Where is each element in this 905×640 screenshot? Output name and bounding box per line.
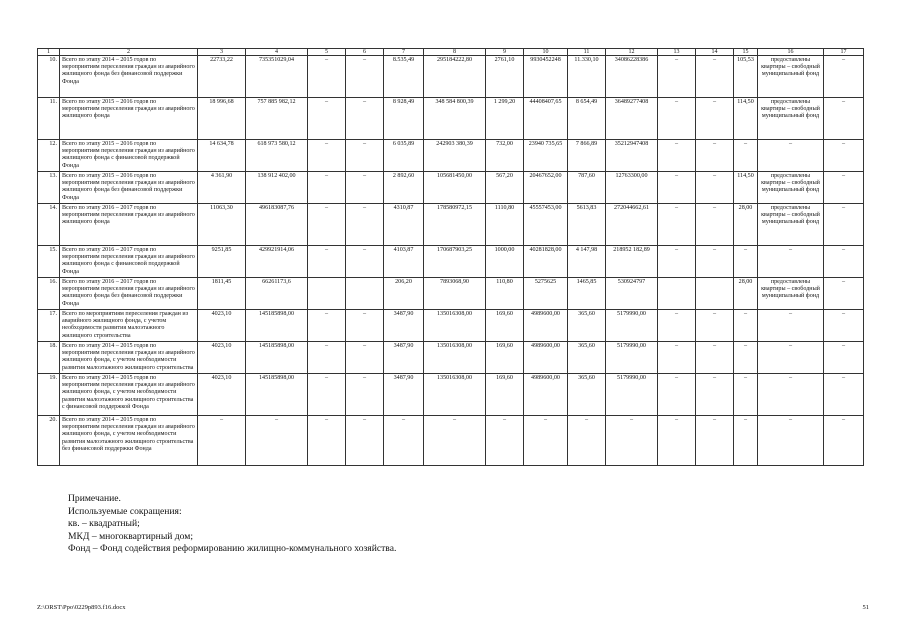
table-row [38, 172, 864, 204]
description-cell: Всего по этапу 2014 – 2015 годов по мероприятиям переселения граждан из аварийного жилищного фонда, с учетом необходимости развития малоэтажного жилищного строительства с финансовой поддержкой Фонда [60, 374, 198, 416]
table-cell: 138 912 402,00 [246, 172, 308, 204]
table-cell: 9251,85 [198, 246, 246, 278]
column-header: 15 [734, 49, 758, 56]
table-cell: – [758, 140, 824, 172]
notes-line: кв. – квадратный; [68, 518, 140, 530]
table-cell: 732,00 [486, 140, 524, 172]
row-number-cell: 16. [38, 278, 60, 310]
table-cell: – [696, 246, 734, 278]
column-header: 2 [60, 49, 198, 56]
table-cell: 135016308,00 [424, 310, 486, 342]
table-cell: – [524, 416, 568, 466]
notes-subtitle: Используемые сокращения: [68, 505, 182, 517]
table-cell: 206,20 [384, 278, 424, 310]
table-cell: 3487,90 [384, 310, 424, 342]
table-cell: – [658, 172, 696, 204]
table-cell: 22733,22 [198, 56, 246, 98]
table-cell: – [658, 204, 696, 246]
table-cell: 11063,30 [198, 204, 246, 246]
table-cell: – [308, 374, 346, 416]
table-cell: – [696, 56, 734, 98]
table-cell: – [308, 204, 346, 246]
table-row [38, 278, 864, 310]
row-number-cell: 12. [38, 140, 60, 172]
table-cell [658, 278, 696, 310]
table-cell: 4989600,00 [524, 310, 568, 342]
data-table [37, 48, 864, 466]
table-cell: 169,60 [486, 374, 524, 416]
column-header: 16 [758, 49, 824, 56]
table-row [38, 56, 864, 98]
table-row [38, 204, 864, 246]
table-cell: – [308, 56, 346, 98]
table-cell: – [824, 278, 864, 310]
table-cell: 23940 735,65 [524, 140, 568, 172]
table-cell: 4989600,00 [524, 374, 568, 416]
table-cell: – [568, 416, 606, 466]
table-row [38, 98, 864, 140]
table-cell: – [758, 374, 824, 416]
table-cell: – [758, 310, 824, 342]
row-number-cell: 15. [38, 246, 60, 278]
table-cell: – [346, 172, 384, 204]
table-cell: – [384, 416, 424, 466]
table-cell: – [824, 204, 864, 246]
table-cell: 105,53 [734, 56, 758, 98]
column-header: 11 [568, 49, 606, 56]
table-cell: – [346, 204, 384, 246]
table-row [38, 140, 864, 172]
table-cell: – [308, 246, 346, 278]
description-cell: Всего по этапу 2015 – 2016 годов по мероприятиям переселения граждан из аварийного жилищного фонда без финансовой поддержки Фонда [60, 172, 198, 204]
column-header: 13 [658, 49, 696, 56]
table-cell: 567,20 [486, 172, 524, 204]
table-cell: – [308, 416, 346, 466]
table-cell: – [758, 416, 824, 466]
table-cell: – [658, 140, 696, 172]
table-cell: 8.535,49 [384, 56, 424, 98]
table-cell: – [346, 342, 384, 374]
table-row [38, 374, 864, 416]
table-cell: – [734, 140, 758, 172]
table-cell: 145185898,00 [246, 342, 308, 374]
description-cell: Всего по этапу 2014 – 2015 годов по мероприятиям переселения граждан из аварийного жилищного фонда, с учетом необходимости развития малоэтажного жилищного строительства [60, 342, 198, 374]
table-cell: 365,60 [568, 310, 606, 342]
table-cell: 12763300,00 [606, 172, 658, 204]
column-header: 17 [824, 49, 864, 56]
table-cell: 44408407,65 [524, 98, 568, 140]
table-cell: 295184222,80 [424, 56, 486, 98]
table-cell: – [658, 310, 696, 342]
table-cell: 787,60 [568, 172, 606, 204]
table-cell: – [308, 310, 346, 342]
table-cell: – [346, 56, 384, 98]
table-cell: – [696, 416, 734, 466]
table-cell: – [824, 140, 864, 172]
table-cell: – [734, 342, 758, 374]
description-cell: Всего по этапу 2015 – 2016 годов по мероприятиям переселения граждан из аварийного жилищного фонда с финансовой поддержкой Фонда [60, 140, 198, 172]
table-cell: – [824, 416, 864, 466]
table-cell: – [346, 416, 384, 466]
table-cell: – [824, 56, 864, 98]
table-cell: 8 654,49 [568, 98, 606, 140]
table-cell: 4 361,90 [198, 172, 246, 204]
column-header: 10 [524, 49, 568, 56]
file-path: Z:\ORST\Ppo\0229p893.f16.docx [37, 604, 126, 611]
row-number-cell: 19. [38, 374, 60, 416]
table-cell: 365,60 [568, 374, 606, 416]
table-cell: – [824, 374, 864, 416]
table-cell: – [308, 342, 346, 374]
table-cell: – [346, 310, 384, 342]
table-cell: 145185898,00 [246, 310, 308, 342]
table-cell: – [658, 246, 696, 278]
column-header: 14 [696, 49, 734, 56]
table-cell: – [734, 416, 758, 466]
table-cell: – [246, 416, 308, 466]
notes-line: МКД – многоквартирный дом; [68, 530, 194, 542]
table-cell: 735351029,04 [246, 56, 308, 98]
table-cell: 496183087,76 [246, 204, 308, 246]
table-cell: – [346, 98, 384, 140]
table-cell: 5613,83 [568, 204, 606, 246]
table-cell: 145185898,00 [246, 374, 308, 416]
table-cell: 218952 182,89 [606, 246, 658, 278]
table-cell: 11.330,10 [568, 56, 606, 98]
description-cell: Всего по этапу 2016 – 2017 годов по мероприятиям переселения граждан из аварийного жилищного фонда с финансовой поддержкой Фонда [60, 246, 198, 278]
table-cell: 66261173,6 [246, 278, 308, 310]
table-cell: 757 885 982,12 [246, 98, 308, 140]
description-cell: Всего по этапу 2014 – 2015 годов по мероприятиям переселения граждан из аварийного жилищного фонда, с учетом необходимости развития малоэтажного жилищного строительства без финансовой поддержки Фонда [60, 416, 198, 466]
table-cell: 36489277408 [606, 98, 658, 140]
row-number-cell: 18. [38, 342, 60, 374]
table-cell: 1000,00 [486, 246, 524, 278]
table-cell: – [734, 246, 758, 278]
table-cell: – [424, 416, 486, 466]
table-cell: 178580972,15 [424, 204, 486, 246]
table-cell: 135016308,00 [424, 342, 486, 374]
table-row [38, 416, 864, 466]
table-cell: 4310,87 [384, 204, 424, 246]
table-cell: 4023,10 [198, 342, 246, 374]
description-cell: Всего по этапу 2016 – 2017 годов по мероприятиям переселения граждан из аварийного жилищного фонда [60, 204, 198, 246]
column-header: 4 [246, 49, 308, 56]
table-cell: 110,80 [486, 278, 524, 310]
table-cell: 8 928,49 [384, 98, 424, 140]
column-header: 8 [424, 49, 486, 56]
table-cell: – [486, 416, 524, 466]
table-cell: – [346, 374, 384, 416]
table-cell [308, 278, 346, 310]
column-header: 3 [198, 49, 246, 56]
table-cell: 1811,45 [198, 278, 246, 310]
table-cell: 5179990,00 [606, 310, 658, 342]
table-cell: 18 996,68 [198, 98, 246, 140]
table-cell: – [346, 246, 384, 278]
table-cell: – [824, 246, 864, 278]
table-cell: 5275625 [524, 278, 568, 310]
table-cell: 3487,90 [384, 342, 424, 374]
table-cell: предоставлены квартиры – свободный муниципальный фонд [758, 98, 824, 140]
column-header: 9 [486, 49, 524, 56]
table-cell: 7 866,89 [568, 140, 606, 172]
table-cell: – [198, 416, 246, 466]
table-cell: 9930452248 [524, 56, 568, 98]
table-cell: 4 147,98 [568, 246, 606, 278]
table-cell: 2761,10 [486, 56, 524, 98]
table-cell: 114,50 [734, 172, 758, 204]
table-cell: 4103,87 [384, 246, 424, 278]
table-cell: 28,00 [734, 204, 758, 246]
column-header: 5 [308, 49, 346, 56]
row-number-cell: 14. [38, 204, 60, 246]
table-header-row [38, 49, 864, 56]
table-cell: 114,50 [734, 98, 758, 140]
table-cell: 135016308,00 [424, 374, 486, 416]
table-cell: 20467652,00 [524, 172, 568, 204]
table-cell: 1 299,20 [486, 98, 524, 140]
table-cell: – [824, 342, 864, 374]
description-cell: Всего по этапу 2016 – 2017 годов по мероприятиям переселения граждан из аварийного жилищного фонда без финансовой поддержки Фонда [60, 278, 198, 310]
table-cell: – [758, 342, 824, 374]
table-cell: 348 584 800,39 [424, 98, 486, 140]
table-cell: 169,60 [486, 342, 524, 374]
row-number-cell: 11. [38, 98, 60, 140]
table-cell: – [308, 172, 346, 204]
table-cell [696, 278, 734, 310]
table-cell: 242903 380,39 [424, 140, 486, 172]
row-number-cell: 20. [38, 416, 60, 466]
table-cell: – [758, 246, 824, 278]
table-cell: 1465,85 [568, 278, 606, 310]
table-cell: 365,60 [568, 342, 606, 374]
description-cell: Всего по мероприятиям переселения граждан из аварийного жилищного фонда, с учетом необходимости развития малоэтажного жилищного строительства [60, 310, 198, 342]
row-number-cell: 10. [38, 56, 60, 98]
table-cell: 530924797 [606, 278, 658, 310]
table-cell: – [658, 416, 696, 466]
table-cell: 1110,80 [486, 204, 524, 246]
table-cell: 618 973 580,12 [246, 140, 308, 172]
table-cell: 5179990,00 [606, 374, 658, 416]
table-cell: – [696, 310, 734, 342]
table-cell: предоставлены квартиры – свободный муниципальный фонд [758, 204, 824, 246]
table-cell: – [734, 310, 758, 342]
table-cell: предоставлены квартиры – свободный муниципальный фонд [758, 278, 824, 310]
table-cell: – [658, 56, 696, 98]
column-header: 1 [38, 49, 60, 56]
row-number-cell: 13. [38, 172, 60, 204]
table-cell: предоставлены квартиры – свободный муниципальный фонд [758, 56, 824, 98]
table-cell: 34086228386 [606, 56, 658, 98]
table-cell: 45557453,00 [524, 204, 568, 246]
table-cell: 4989600,00 [524, 342, 568, 374]
description-cell: Всего по этапу 2014 – 2015 годов по мероприятиям переселения граждан из аварийного жилищного фонда без финансовой поддержки Фонда [60, 56, 198, 98]
notes-line: Фонд – Фонд содействия реформированию жилищно-коммунального хозяйства. [68, 543, 397, 555]
column-header: 12 [606, 49, 658, 56]
table-cell: – [824, 310, 864, 342]
table-cell: – [606, 416, 658, 466]
table-cell: – [308, 140, 346, 172]
table-cell: – [658, 374, 696, 416]
table-cell: 3487,90 [384, 374, 424, 416]
table-cell: – [696, 204, 734, 246]
table-cell: 14 634,78 [198, 140, 246, 172]
table-cell: – [346, 140, 384, 172]
table-cell: – [824, 98, 864, 140]
table-cell [346, 278, 384, 310]
column-header: 7 [384, 49, 424, 56]
table-cell: 28,00 [734, 278, 758, 310]
table-cell: – [824, 172, 864, 204]
notes-block [68, 493, 396, 556]
table-cell: – [696, 374, 734, 416]
table-cell: – [696, 98, 734, 140]
table-row [38, 246, 864, 278]
table-cell: 429921914,06 [246, 246, 308, 278]
table-cell: – [696, 342, 734, 374]
table-cell: 6 035,89 [384, 140, 424, 172]
table-cell: 272044662,61 [606, 204, 658, 246]
table-cell: 35212947408 [606, 140, 658, 172]
table-row [38, 342, 864, 374]
description-cell: Всего по этапу 2015 – 2016 годов по мероприятиям переселения граждан из аварийного жилищного фонда [60, 98, 198, 140]
table-row [38, 310, 864, 342]
table-cell: 169,60 [486, 310, 524, 342]
table-cell: 4023,10 [198, 310, 246, 342]
table-cell: 105681450,00 [424, 172, 486, 204]
page-number: 51 [862, 604, 869, 611]
table-cell: – [308, 98, 346, 140]
row-number-cell: 17. [38, 310, 60, 342]
table-cell: 2 892,60 [384, 172, 424, 204]
table-cell: – [696, 172, 734, 204]
table-cell: 7893068,90 [424, 278, 486, 310]
table-cell: предоставлены квартиры – свободный муниципальный фонд [758, 172, 824, 204]
table-cell: 4023,10 [198, 374, 246, 416]
table-cell: – [734, 374, 758, 416]
table-cell: – [658, 98, 696, 140]
table-cell: – [658, 342, 696, 374]
notes-title: Примечание. [68, 493, 121, 504]
table-cell: 40281828,00 [524, 246, 568, 278]
table-cell: 170687903,25 [424, 246, 486, 278]
table-cell: 5179990,00 [606, 342, 658, 374]
column-header: 6 [346, 49, 384, 56]
table-cell: – [696, 140, 734, 172]
